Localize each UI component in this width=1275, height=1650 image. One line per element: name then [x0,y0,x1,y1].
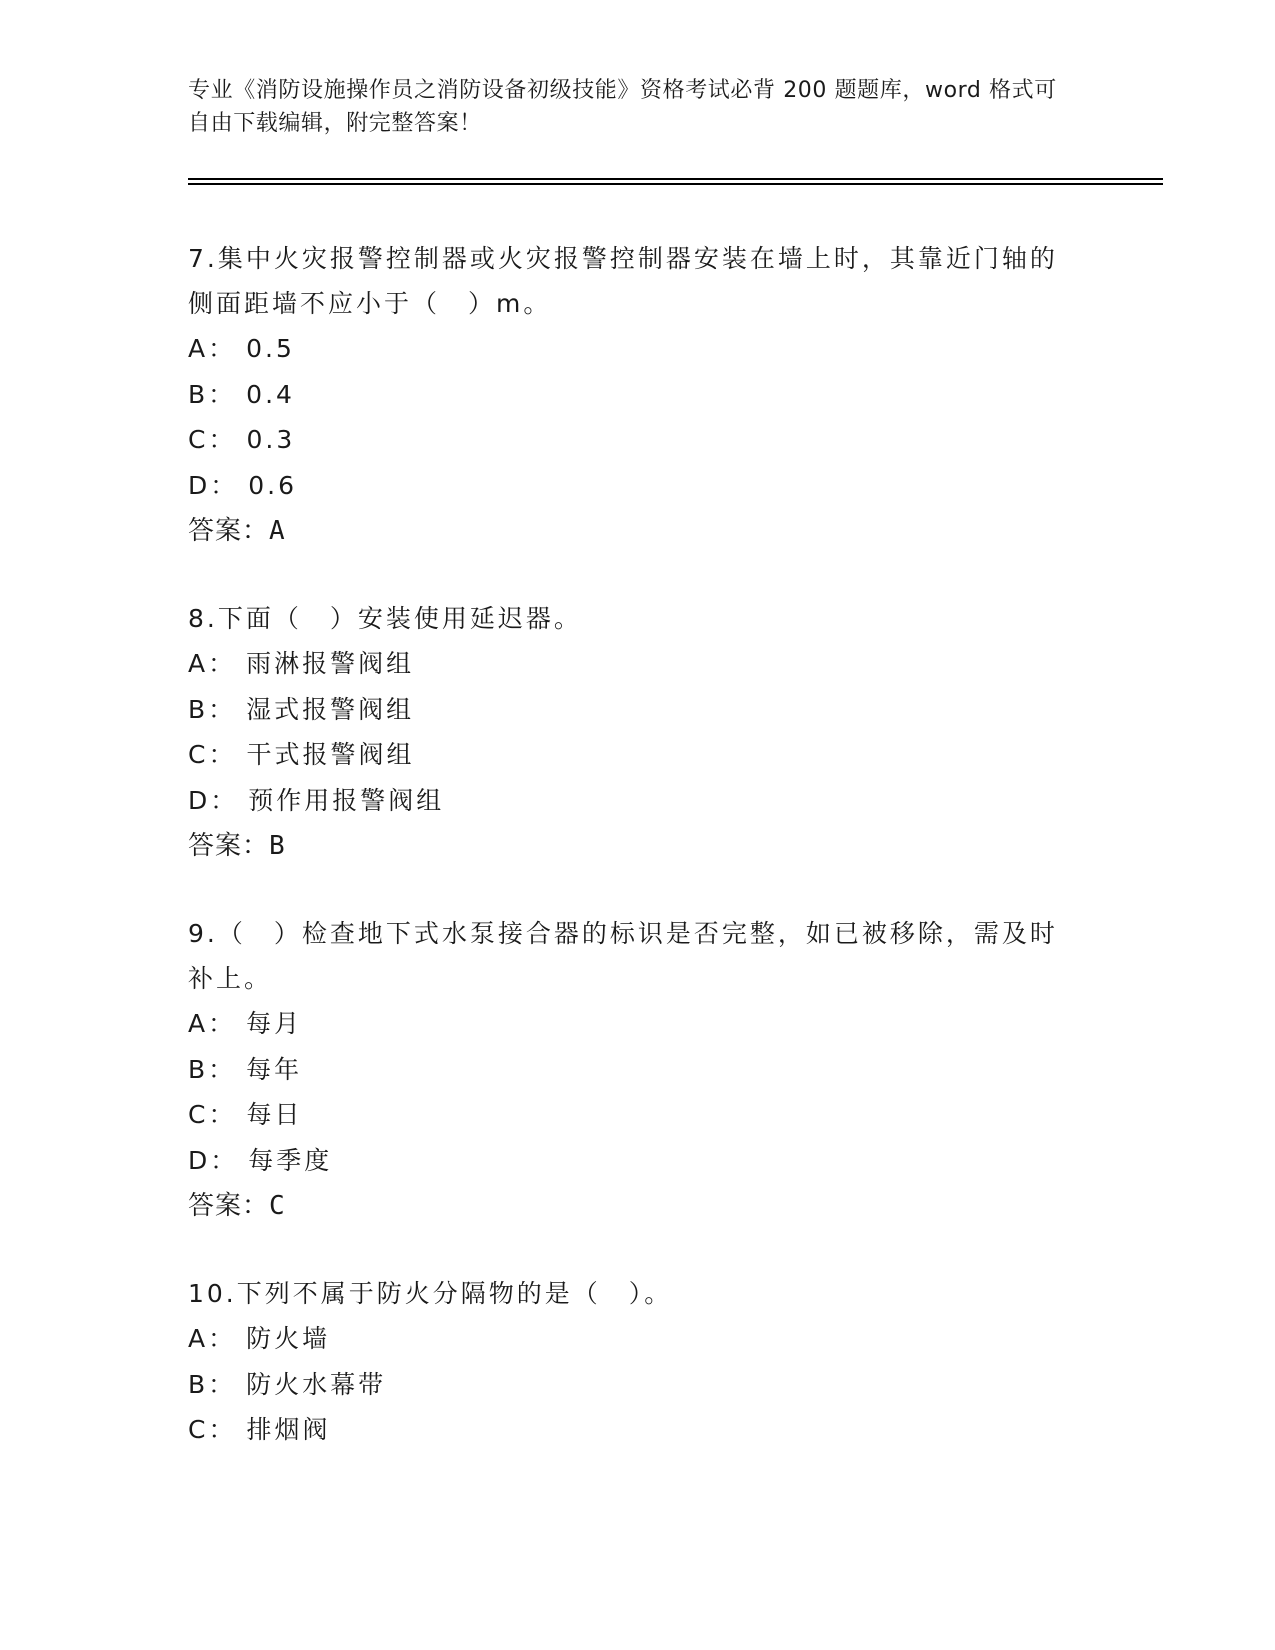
option-text: 每季度 [248,1145,333,1175]
option-key: C [188,1100,209,1129]
option-separator: ： [208,379,237,409]
option-text: 干式报警阀组 [246,740,415,769]
option-key: D [188,470,211,500]
answer-line [188,1183,1068,1229]
option-text: 每年 [246,1054,303,1084]
answer-option [188,326,1068,372]
answer-option [188,641,1068,687]
question-block [188,911,1068,1229]
question-block [188,236,1068,554]
option-key: B [188,694,209,724]
answer-option [188,372,1068,418]
option-separator: ： [210,785,239,815]
question-stem: 9.（ ）检查地下式水泵接合器的标识是否完整，如已被移除，需及时补上。 [188,919,1058,993]
option-key: C [188,740,209,769]
header-divider-bottom [188,183,1163,185]
answer-value: A [269,516,286,546]
answer-option [188,1407,1068,1453]
option-key: A [188,1009,209,1038]
option-separator: ： [208,1054,237,1084]
option-text: 0.5 [246,334,295,363]
option-separator: ： [208,1415,237,1444]
answer-option [188,1092,1068,1138]
option-separator: ： [208,1009,237,1038]
answer-option [188,1362,1068,1408]
answer-option [188,687,1068,733]
option-separator: ： [208,1324,237,1353]
option-text: 排烟阀 [246,1415,331,1444]
question-list [188,236,1068,1495]
option-key: C [188,1415,209,1444]
option-text: 防火墙 [246,1324,331,1353]
answer-option [188,1001,1068,1047]
option-separator: ： [208,425,237,454]
question-stem: 7.集中火灾报警控制器或火灾报警控制器安装在墙上时，其靠近门轴的侧面距墙不应小于（ ）m。 [188,244,1058,318]
option-key: A [188,334,209,363]
answer-option [188,1047,1068,1093]
answer-option [188,732,1068,778]
option-separator: ： [210,470,239,500]
option-separator: ： [208,694,237,724]
option-key: B [188,379,209,409]
option-separator: ： [210,1145,239,1175]
question-block [188,1271,1068,1453]
option-key: B [188,1054,209,1084]
answer-label: 答案： [188,831,270,861]
option-key: D [188,1145,211,1175]
option-text: 每月 [246,1009,303,1038]
option-text: 湿式报警阀组 [246,694,415,724]
option-text: 0.3 [246,425,296,454]
option-key: C [188,425,209,454]
answer-option [188,778,1068,824]
document-header: 专业《消防设施操作员之消防设备初级技能》资格考试必背 200 题题库，word 格式可自由下载编辑，附完整答案！ [188,78,1057,136]
answer-value: B [269,831,286,861]
option-separator: ： [208,649,237,678]
option-text: 0.6 [248,470,298,500]
option-separator: ： [208,1369,237,1399]
option-text: 每日 [246,1100,303,1129]
option-text: 预作用报警阀组 [248,785,445,815]
option-separator: ： [208,334,237,363]
option-separator: ： [208,740,237,769]
option-key: A [188,1324,209,1353]
option-key: B [188,1369,209,1399]
option-key: D [188,785,211,815]
answer-option [188,417,1068,463]
option-text: 0.4 [246,379,295,409]
option-text: 防火水幕带 [246,1369,387,1399]
question-stem: 10.下列不属于防火分隔物的是（ ）。 [188,1279,673,1308]
answer-option [188,463,1068,509]
answer-value: C [269,1191,286,1221]
answer-option [188,1316,1068,1362]
answer-option [188,1138,1068,1184]
answer-label: 答案： [188,516,270,546]
header-divider-top [188,178,1163,180]
question-stem: 8.下面（ ）安装使用延迟器。 [188,604,582,633]
option-key: A [188,649,209,678]
option-separator: ： [208,1100,237,1129]
answer-line [188,508,1068,554]
option-text: 雨淋报警阀组 [246,649,415,678]
answer-label: 答案： [188,1191,270,1221]
answer-line [188,823,1068,869]
question-block [188,596,1068,869]
